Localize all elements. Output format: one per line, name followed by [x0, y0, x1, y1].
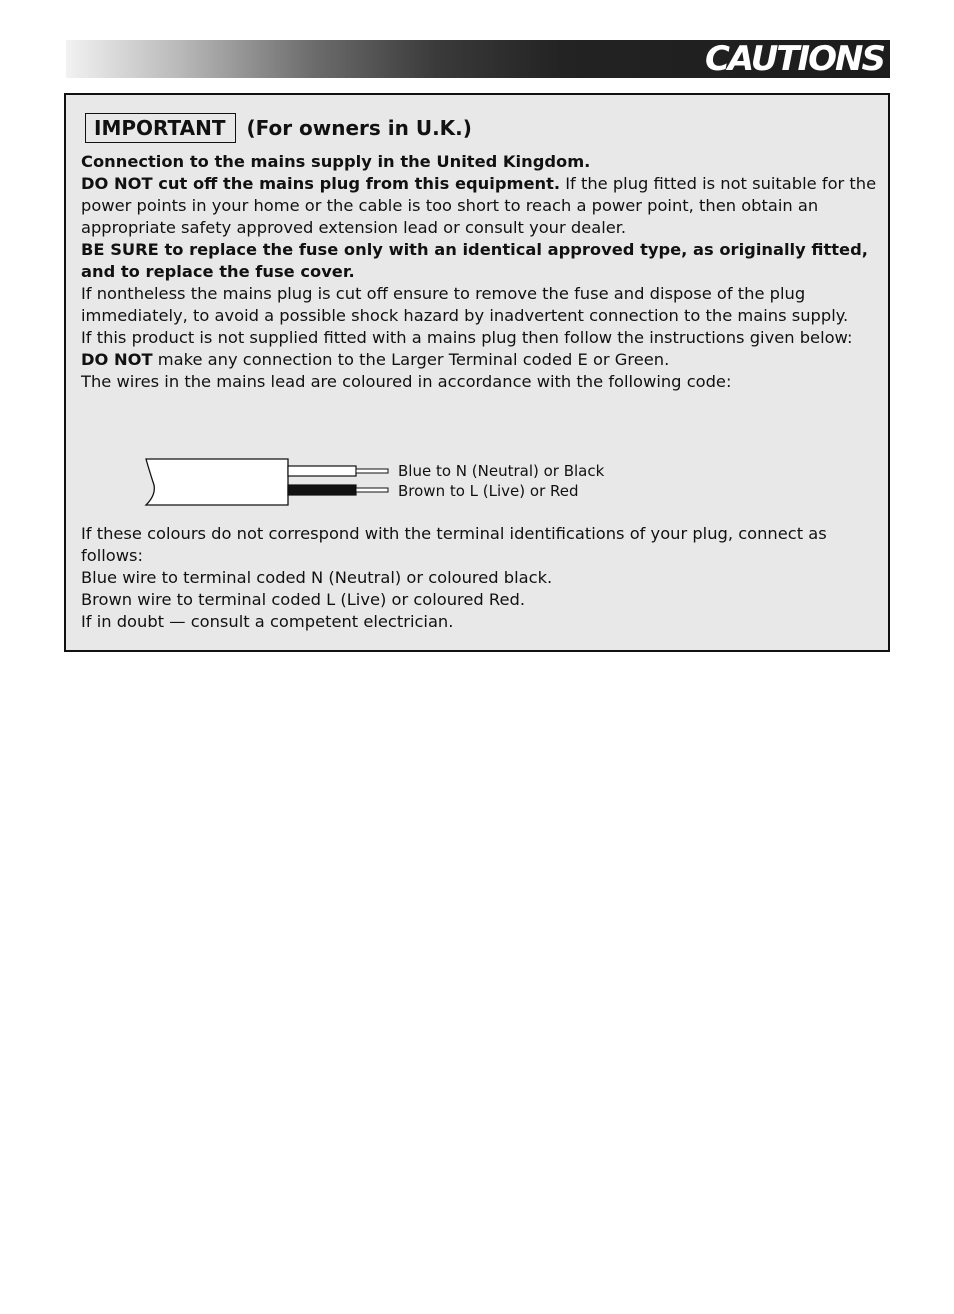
live-wire-label: Brown to L (Live) or Red [398, 482, 579, 500]
terminal-paragraph [81, 349, 881, 371]
wire-diagram [142, 457, 662, 509]
important-label: IMPORTANT [85, 113, 236, 143]
fuse-paragraph [81, 239, 881, 283]
do-not-cut-text: If the plug fitted is not suitable for the power points in your home or the cable is too short to reach a power point, then obtain an appropriate safety approved extension lead or consult your dealer. [81, 174, 877, 237]
neutral-wire [288, 466, 356, 476]
do-not-cut-paragraph [81, 173, 881, 239]
fuse-bold: BE SURE to replace the fuse only with an identical approved type, as originally fitted, and to replace the fuse cover. [81, 240, 868, 281]
neutral-wire-tip [356, 469, 388, 473]
header-bar [66, 40, 890, 78]
live-wire [288, 485, 356, 495]
blue-wire-line: Blue wire to terminal coded N (Neutral) or coloured black. [81, 568, 553, 587]
owners-label: (For owners in U.K.) [246, 116, 472, 140]
colours-paragraph: If these colours do not correspond with the terminal identifications of your plug, connect as follows: [81, 524, 827, 565]
notice-heading [85, 113, 472, 143]
brown-wire-line: Brown wire to terminal coded L (Live) or coloured Red. [81, 590, 526, 609]
connection-line [81, 151, 881, 173]
page-title: CAUTIONS [704, 39, 884, 79]
live-wire-tip [356, 488, 388, 492]
connection-bold: Connection to the mains supply in the United Kingdom. [81, 152, 591, 171]
do-not-cut-bold: DO NOT cut off the mains plug from this equipment. [81, 174, 561, 193]
cable-sheath [146, 459, 288, 505]
important-notice-panel [64, 93, 890, 652]
do-not-bold: DO NOT [81, 350, 153, 369]
notice-body-continued [81, 523, 881, 633]
notice-body [81, 151, 881, 393]
doubt-line: If in doubt — consult a competent electrician. [81, 612, 454, 631]
plug-cut-paragraph: If nontheless the mains plug is cut off ensure to remove the fuse and dispose of the plug immediately, to avoid a possible shock hazard by inadvertent connection to the mains supply. [81, 284, 849, 325]
neutral-wire-label: Blue to N (Neutral) or Black [398, 462, 605, 480]
cable-illustration [142, 457, 402, 509]
wires-code-paragraph: The wires in the mains lead are coloured in accordance with the following code: [81, 372, 732, 391]
terminal-text: make any connection to the Larger Terminal coded E or Green. [152, 350, 670, 369]
not-supplied-paragraph: If this product is not supplied fitted with a mains plug then follow the instructions given below: [81, 328, 853, 347]
